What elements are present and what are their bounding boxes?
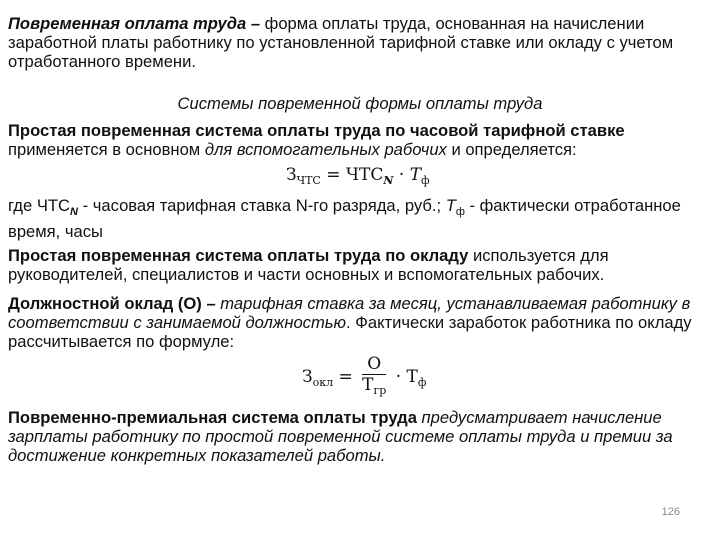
premium-system-paragraph <box>8 408 712 465</box>
definition-text: форма оплаты труда, основанная на начислении заработной платы работнику по установленной тарифной ставке или окладу с учетом отработанного времени. <box>8 14 674 71</box>
formula2-lhs-sub: окл <box>312 376 334 389</box>
formula1-rate-sub: N <box>383 174 394 187</box>
legend-text-2: - часовая тарифная ставка N-го разряда, руб.; <box>77 196 446 215</box>
formula1-time: T <box>409 165 422 185</box>
legend-text-4: - фактически отработанное время, часы <box>8 196 681 241</box>
legend-sub-2: ф <box>455 206 465 218</box>
formula2-numerator: О <box>362 354 386 375</box>
salary-system-paragraph <box>8 246 712 284</box>
legend-text-1: где ЧТС <box>8 196 71 215</box>
formula1-dot: · <box>393 165 410 185</box>
formula2-time-sub: ф <box>417 376 427 389</box>
legend-sub-1: N <box>70 206 78 218</box>
formula1-lhs-sub: ЧТС <box>296 174 321 187</box>
official-salary-italic: тарифная ставка за месяц, устанавливаемая работнику в соответствии с занимаемой должностью <box>8 294 691 332</box>
formula2-fraction <box>362 354 386 401</box>
hourly-legend <box>8 196 712 241</box>
formula2-lhs: З <box>302 367 313 387</box>
formula-hourly-pay <box>286 165 430 187</box>
definition-term: Повременная оплата труда – <box>8 14 261 33</box>
hourly-system-term: Простая повременная система оплаты труда по часовой тарифной ставке <box>8 121 625 140</box>
salary-system-term: Простая повременная система оплаты труда по окладу <box>8 246 469 265</box>
formula2-time: Т <box>406 367 418 387</box>
formula2-equals: = <box>333 367 359 387</box>
salary-system-text: используется для руководителей, специалистов и части основных и вспомогательных рабочих. <box>8 246 609 284</box>
official-salary-text: . Фактически заработок работника по окладу рассчитывается по формуле: <box>8 313 692 351</box>
hourly-system-paragraph <box>8 121 712 159</box>
formula1-lhs: З <box>286 165 297 185</box>
formula1-time-sub: ф <box>421 174 430 187</box>
hourly-system-text-1: применяется в основном <box>8 140 205 159</box>
official-salary-term: Должностной оклад (О) – <box>8 294 216 313</box>
page-number: 126 <box>661 506 680 518</box>
premium-system-term: Повременно-премиальная система оплаты труда <box>8 408 417 427</box>
hourly-system-italic: для вспомогательных рабочих <box>204 140 447 159</box>
legend-text-3: T <box>445 196 456 215</box>
hourly-system-text-2: и определяется: <box>446 140 577 159</box>
official-salary-paragraph <box>8 294 712 351</box>
section-title: Системы повременной формы оплаты труда <box>177 94 543 113</box>
formula1-rate: ЧТС <box>345 165 384 185</box>
premium-system-italic: предусматривает начисление зарплаты работнику по простой повременной системе оплаты труда и премии за достижение конкретных показателей работы. <box>8 408 673 465</box>
formula2-den-text: Т <box>362 375 374 395</box>
formula1-equals: = <box>320 165 346 185</box>
formula2-den-sub: гр <box>373 384 387 397</box>
formula2-denominator <box>362 375 386 401</box>
formula-salary-pay <box>302 354 427 401</box>
definition-paragraph <box>8 14 712 71</box>
formula2-dot: · <box>390 367 407 387</box>
